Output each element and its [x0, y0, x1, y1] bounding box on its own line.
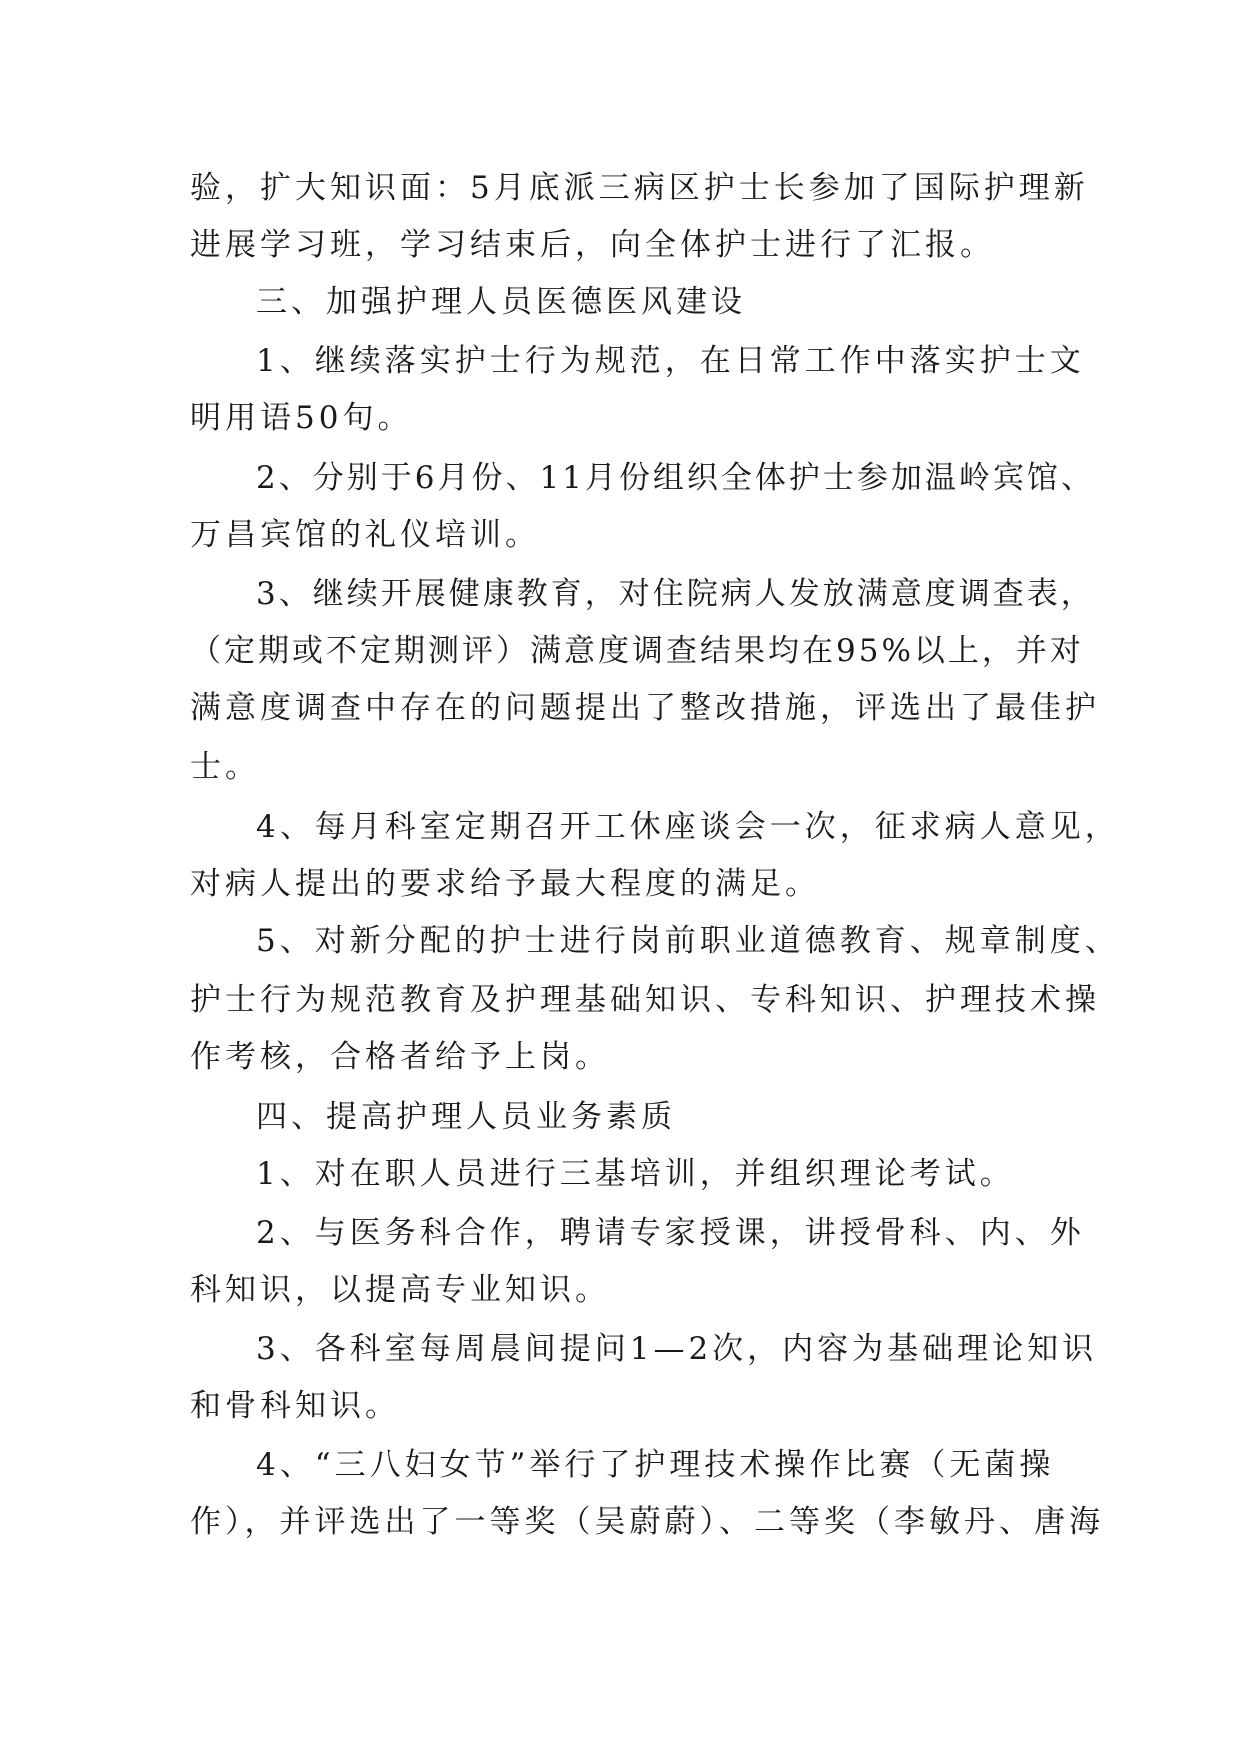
paragraph-line: 2、分别于6月份、11月份组织全体护士参加温岭宾馆、 — [256, 460, 1095, 496]
paragraph-line: 进展学习班，学习结束后，向全体护士进行了汇报。 — [190, 227, 995, 263]
paragraph-line: （定期或不定期测评）满意度调查结果均在95%以上，并对 — [190, 633, 1084, 669]
paragraph-line: 和骨科知识。 — [190, 1388, 400, 1424]
paragraph-line: 4、“三八妇女节”举行了护理技术操作比赛（无菌操 — [256, 1447, 1055, 1483]
paragraph-line: 验，扩大知识面：5月底派三病区护士长参加了国际护理新 — [190, 170, 1089, 206]
section-heading: 四、提高护理人员业务素质 — [256, 1099, 676, 1135]
paragraph-line: 4、每月科室定期召开工休座谈会一次，征求病人意见， — [256, 809, 1120, 845]
paragraph-line: 5、对新分配的护士进行岗前职业道德教育、规章制度、 — [256, 923, 1120, 959]
paragraph-line: 满意度调查中存在的问题提出了整改措施，评选出了最佳护 — [190, 690, 1100, 726]
paragraph-line: 2、与医务科合作，聘请专家授课，讲授骨科、内、外 — [256, 1215, 1085, 1251]
paragraph-line: 作），并评选出了一等奖（吴蔚蔚）、二等奖（李敏丹、唐海 — [190, 1504, 1104, 1540]
paragraph-line: 作考核，合格者给予上岗。 — [190, 1039, 610, 1075]
paragraph-line: 1、继续落实护士行为规范，在日常工作中落实护士文 — [256, 343, 1085, 379]
paragraph-line: 明用语50句。 — [190, 400, 413, 436]
paragraph-line: 3、各科室每周晨间提问1—2次，内容为基础理论知识 — [256, 1331, 1098, 1367]
paragraph-line: 科知识，以提高专业知识。 — [190, 1272, 610, 1308]
paragraph-line: 1、对在职人员进行三基培训，并组织理论考试。 — [256, 1156, 1015, 1192]
paragraph-line: 对病人提出的要求给予最大程度的满足。 — [190, 866, 820, 902]
section-heading: 三、加强护理人员医德医风建设 — [256, 284, 746, 320]
paragraph-line: 护士行为规范教育及护理基础知识、专科知识、护理技术操 — [190, 982, 1100, 1018]
paragraph-line: 士。 — [190, 749, 260, 785]
paragraph-line: 万昌宾馆的礼仪培训。 — [190, 517, 540, 553]
paragraph-line: 3、继续开展健康教育，对住院病人发放满意度调查表， — [256, 576, 1095, 612]
